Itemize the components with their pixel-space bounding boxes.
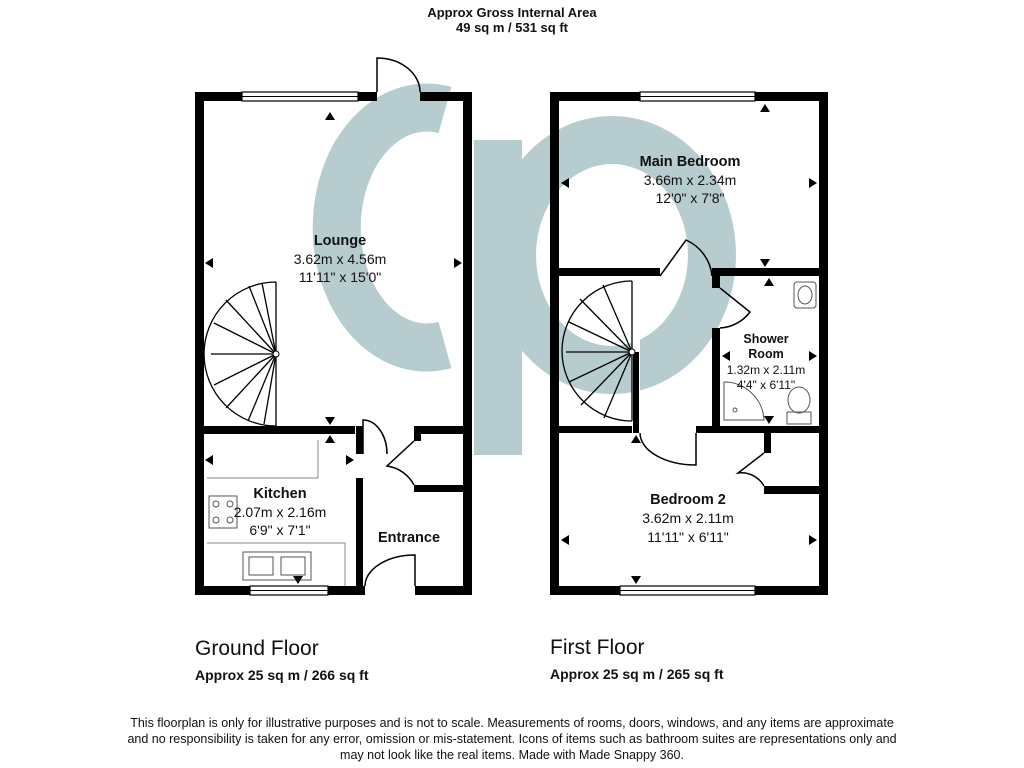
first-floor-title: First Floor xyxy=(550,636,645,659)
disclaimer-line-2: and no responsibility is taken for any error, omission or mis-statement. Icons of items such as bathroom suites are representations only and xyxy=(127,732,897,746)
basin-icon xyxy=(794,282,816,308)
disclaimer-line-3: may not look like the real items. Made with Made Snappy 360. xyxy=(340,748,684,762)
gross-area-title: Approx Gross Internal Area xyxy=(427,5,597,20)
ground-floor-area: Approx 25 sq m / 266 sq ft xyxy=(195,667,369,683)
lounge-metric: 3.62m x 4.56m xyxy=(293,251,387,267)
kitchen-metric: 2.07m x 2.16m xyxy=(233,504,327,520)
shower-room-label-line1: Shower xyxy=(743,332,789,346)
bedroom-2-imperial: 11'11" x 6'11" xyxy=(647,529,729,545)
ground-floor-title: Ground Floor xyxy=(195,637,319,660)
shower-room-label-line2: Room xyxy=(748,347,784,361)
toilet-icon xyxy=(787,387,811,424)
gross-area-value: 49 sq m / 531 sq ft xyxy=(456,20,568,35)
shower-room-metric: 1.32m x 2.11m xyxy=(726,363,806,377)
entrance-label: Entrance xyxy=(377,530,441,546)
main-bedroom-label: Main Bedroom xyxy=(639,154,741,170)
disclaimer xyxy=(40,715,984,763)
bedroom-2-label: Bedroom 2 xyxy=(650,492,726,508)
main-bedroom-metric: 3.66m x 2.34m xyxy=(643,172,737,188)
kitchen-label: Kitchen xyxy=(253,486,307,502)
lounge-imperial: 11'11" x 15'0" xyxy=(298,269,382,285)
lounge-label: Lounge xyxy=(313,233,367,249)
bedroom-2-metric: 3.62m x 2.11m xyxy=(642,510,734,526)
main-bedroom-imperial: 12'0" x 7'8" xyxy=(655,190,725,206)
first-floor-area: Approx 25 sq m / 265 sq ft xyxy=(550,666,724,682)
kitchen-imperial: 6'9" x 7'1" xyxy=(249,522,311,538)
shower-room-imperial: 4'4" x 6'11" xyxy=(736,378,796,392)
sink-icon xyxy=(243,552,311,580)
disclaimer-line-1: This floorplan is only for illustrative purposes and is not to scale. Measurements of rooms, doors, windows, and any items are approximate xyxy=(130,716,894,730)
